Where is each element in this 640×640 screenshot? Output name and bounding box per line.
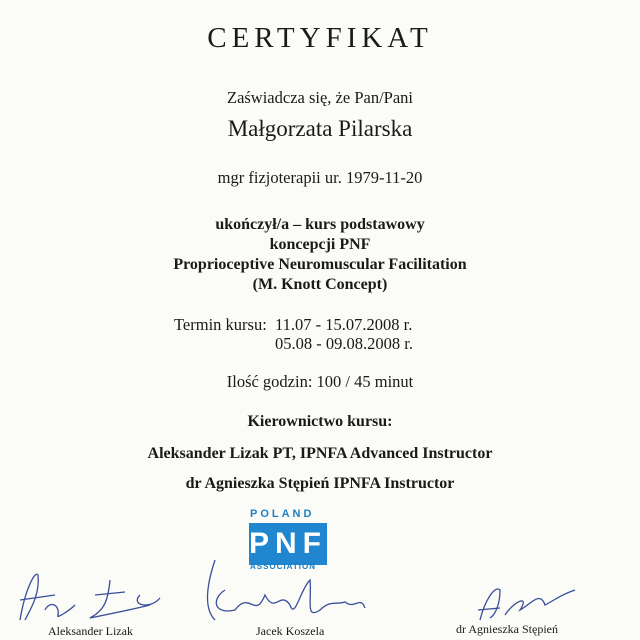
signature-lizak — [20, 574, 75, 620]
hours-text: Ilość godzin: 100 / 45 minut — [226, 372, 414, 391]
signature-name-2: Jacek Koszela — [256, 624, 325, 638]
management-person-1: Aleksander Lizak PT, IPNFA Advanced Instructor — [147, 445, 493, 462]
course-line-3: Proprioceptive Neuromuscular Facilitation — [173, 256, 467, 273]
handwritten-signatures — [0, 550, 640, 630]
logo-bottom-text: ASSOCIATION — [250, 562, 316, 571]
signature-name-1: Aleksander Lizak — [48, 624, 133, 638]
management-heading: Kierownictwo kursu: — [247, 413, 393, 430]
intro-text: Zaświadcza się, że Pan/Pani — [226, 88, 413, 107]
certificate-title: CERTYFIKAT — [207, 22, 433, 54]
term-label: Termin kursu: — [174, 315, 267, 334]
logo-main-text: PNF — [249, 523, 327, 565]
course-line-4: (M. Knott Concept) — [252, 276, 388, 293]
term-dates-2: 05.08 - 09.08.2008 r. — [275, 334, 413, 353]
course-line-2: koncepcji PNF — [269, 236, 371, 253]
signature-koszela — [208, 560, 366, 620]
logo-top-text: POLAND — [250, 508, 315, 520]
qualification-text: mgr fizjoterapii ur. 1979-11-20 — [217, 168, 423, 187]
management-person-2: dr Agnieszka Stępień IPNFA Instructor — [185, 475, 455, 492]
term-dates-1: 11.07 - 15.07.2008 r. — [275, 315, 413, 334]
course-line-1: ukończył/a – kurs podstawowy — [215, 216, 425, 233]
recipient-name: Małgorzata Pilarska — [227, 116, 413, 141]
signature-stepien — [478, 589, 575, 620]
signature-name-3: dr Agnieszka Stępień — [456, 622, 558, 636]
signature-2 — [90, 580, 160, 618]
